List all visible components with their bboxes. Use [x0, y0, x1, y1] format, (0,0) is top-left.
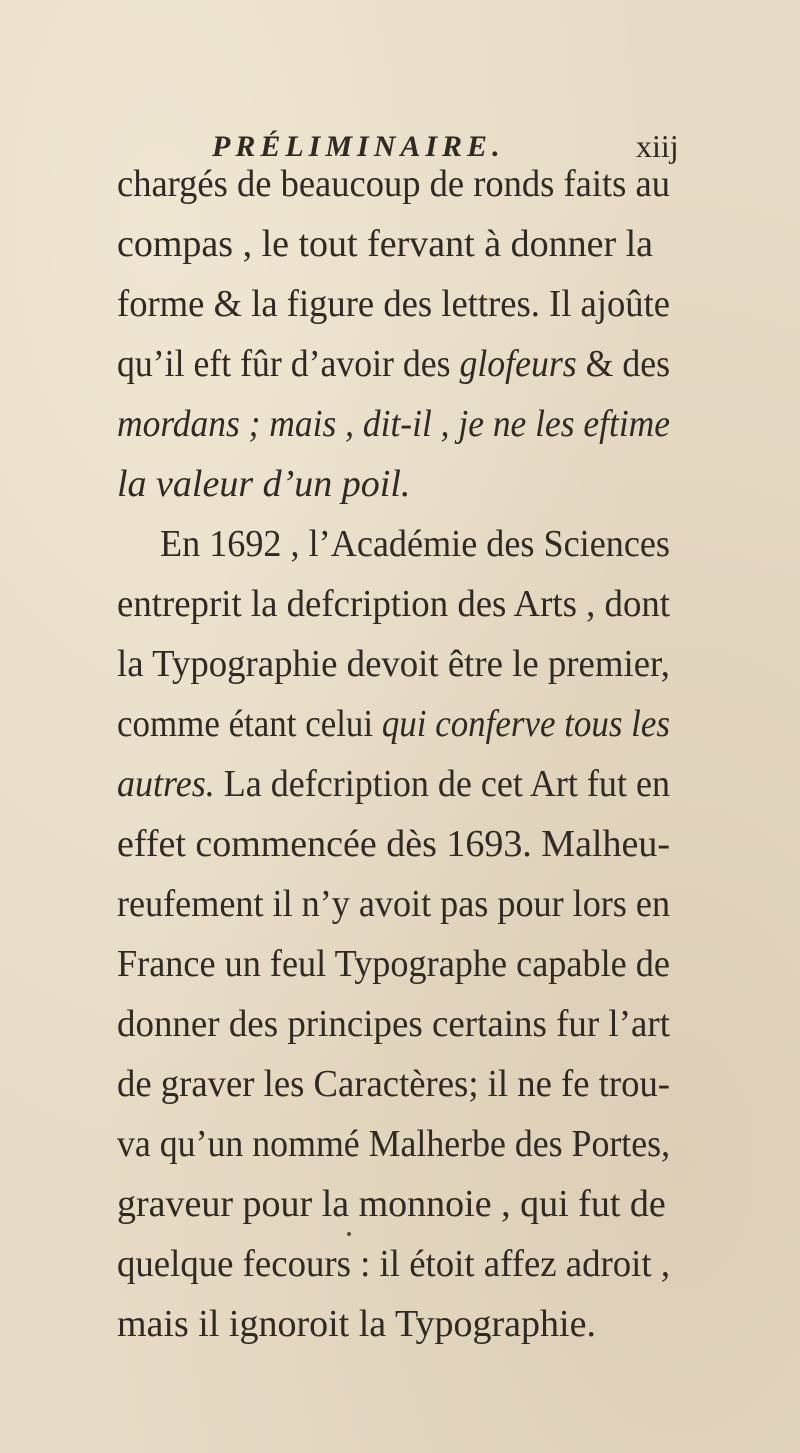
running-head: PRÉLIMINAIRE.	[212, 130, 505, 163]
text-line-10	[117, 698, 670, 750]
text-line-19: quelque fecours : il étoit affez adroit ,	[117, 1243, 671, 1285]
text-line-4	[117, 338, 670, 390]
text-line-5	[117, 398, 670, 450]
text-line-9: la Typographie devoit être le premier,	[117, 643, 671, 685]
text-line-11	[117, 758, 670, 810]
text-segment-italic: qui conferve tous les	[381, 703, 671, 745]
text-line-7: En 1692 , l’Académie des Sciences	[160, 523, 670, 565]
text-line-15: donner des principes certains fur l’art	[117, 1003, 670, 1045]
text-line-17: va qu’un nommé Malherbe des Portes,	[117, 1123, 671, 1165]
text-line-1: chargés de beaucoup de ronds faits au	[117, 163, 670, 205]
page-number: xiij	[636, 128, 679, 164]
text-line-3: forme & la figure des lettres. Il ajoûte	[117, 283, 671, 325]
text-line-12: effet commencée dès 1693. Malheu-	[117, 823, 670, 865]
text-segment-italic: la valeur d’un poil.	[117, 463, 411, 505]
text-line-6	[117, 458, 410, 510]
text-segment-italic: glofeurs	[459, 343, 577, 385]
text-line-16: de graver les Caractères; il ne fe trou-	[117, 1063, 671, 1105]
text-line-8: entreprit la defcription des Arts , dont	[117, 583, 670, 625]
text-segment: comme étant celui	[117, 703, 382, 745]
text-segment-italic: autres.	[117, 763, 215, 805]
text-line-18: graveur pour la monnoie , qui fut de	[117, 1183, 666, 1225]
text-line-2: compas , le tout fervant à donner la	[117, 223, 654, 265]
text-line-13: reufement il n’y avoit pas pour lors en	[117, 883, 671, 925]
text-segment: La defcription de cet Art fut en	[214, 763, 670, 805]
text-segment: qu’il eft fûr d’avoir des	[117, 343, 460, 385]
paper-speck	[347, 1232, 351, 1236]
text-line-14: France un feul Typographe capable de	[117, 943, 670, 985]
text-segment: & des	[576, 343, 671, 385]
text-segment-italic: mordans ; mais , dit-il , je ne les eftime	[117, 403, 671, 445]
text-line-20: mais il ignoroit la Typographie.	[117, 1303, 596, 1345]
